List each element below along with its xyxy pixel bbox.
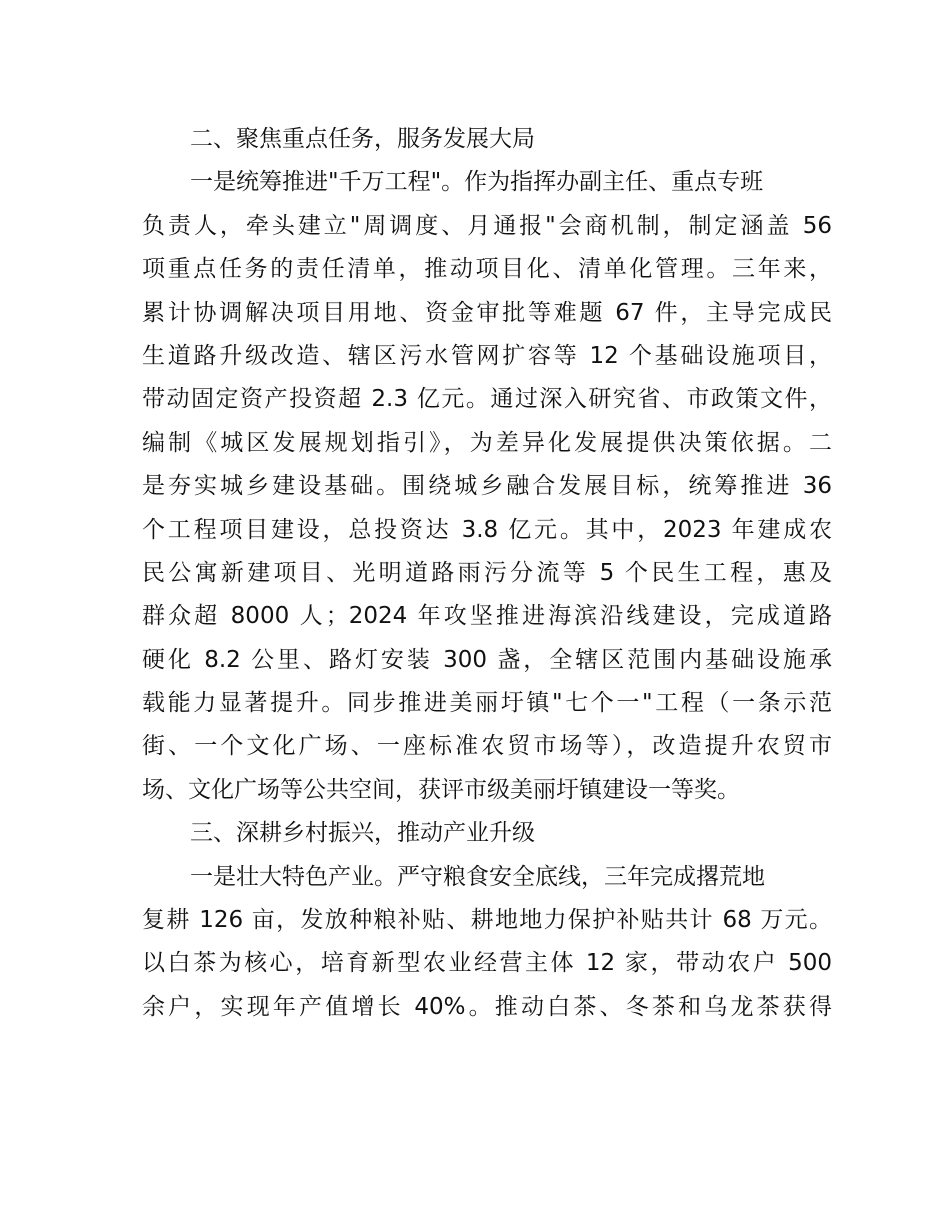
paragraph-line: 场、文化广场等公共空间，获评市级美丽圩镇建设一等奖。: [142, 776, 740, 803]
paragraph-line: 生道路升级改造、辖区污水管网扩容等 12 个基础设施项目，: [142, 342, 832, 369]
paragraph-line: 以白茶为核心，培育新型农业经营主体 12 家，带动农户 500: [142, 950, 832, 977]
paragraph-line: 一是统筹推进"千万工程"。作为指挥办副主任、重点专班: [190, 169, 764, 196]
paragraph-line: 是夯实城乡建设基础。围绕城乡融合发展目标，统筹推进 36: [142, 473, 832, 500]
paragraph-line: 一是壮大特色产业。严守粮食安全底线，三年完成撂荒地: [190, 863, 765, 890]
paragraph-line: 项重点任务的责任清单，推动项目化、清单化管理。三年来，: [142, 256, 832, 283]
paragraph-line: 硬化 8.2 公里、路灯安装 300 盏，全辖区范围内基础设施承: [142, 646, 832, 673]
paragraph-line: 复耕 126 亩，发放种粮补贴、耕地地力保护补贴共计 68 万元。: [142, 907, 832, 934]
section-3-paragraph: [142, 856, 832, 1030]
paragraph-line: 累计协调解决项目用地、资金审批等难题 67 件，主导完成民: [142, 299, 832, 326]
section-heading-2: 二、聚焦重点任务，服务发展大局: [190, 126, 535, 152]
paragraph-line: 负责人，牵头建立"周调度、月通报"会商机制，制定涵盖 56: [142, 212, 832, 239]
paragraph-line: 街、一个文化广场、一座标准农贸市场等），改造提升农贸市: [142, 733, 832, 760]
paragraph-line: 载能力显著提升。同步推进美丽圩镇"七个一"工程（一条示范: [142, 690, 832, 717]
section-2-paragraph: [142, 161, 832, 812]
document-page: [142, 118, 832, 1029]
paragraph-line: 个工程项目建设，总投资达 3.8 亿元。其中，2023 年建成农: [142, 516, 832, 543]
paragraph-line: 民公寓新建项目、光明道路雨污分流等 5 个民生工程，惠及: [142, 559, 832, 586]
paragraph-line: 带动固定资产投资超 2.3 亿元。通过深入研究省、市政策文件，: [142, 386, 832, 413]
paragraph-line: 群众超 8000 人；2024 年攻坚推进海滨沿线建设，完成道路: [142, 603, 832, 630]
paragraph-line: 余户，实现年产值增长 40%。推动白茶、冬茶和乌龙茶获得: [142, 993, 832, 1020]
section-heading-3: 三、深耕乡村振兴，推动产业升级: [190, 820, 535, 847]
paragraph-line: 编制《城区发展规划指引》，为差异化发展提供决策依据。二: [142, 429, 832, 456]
